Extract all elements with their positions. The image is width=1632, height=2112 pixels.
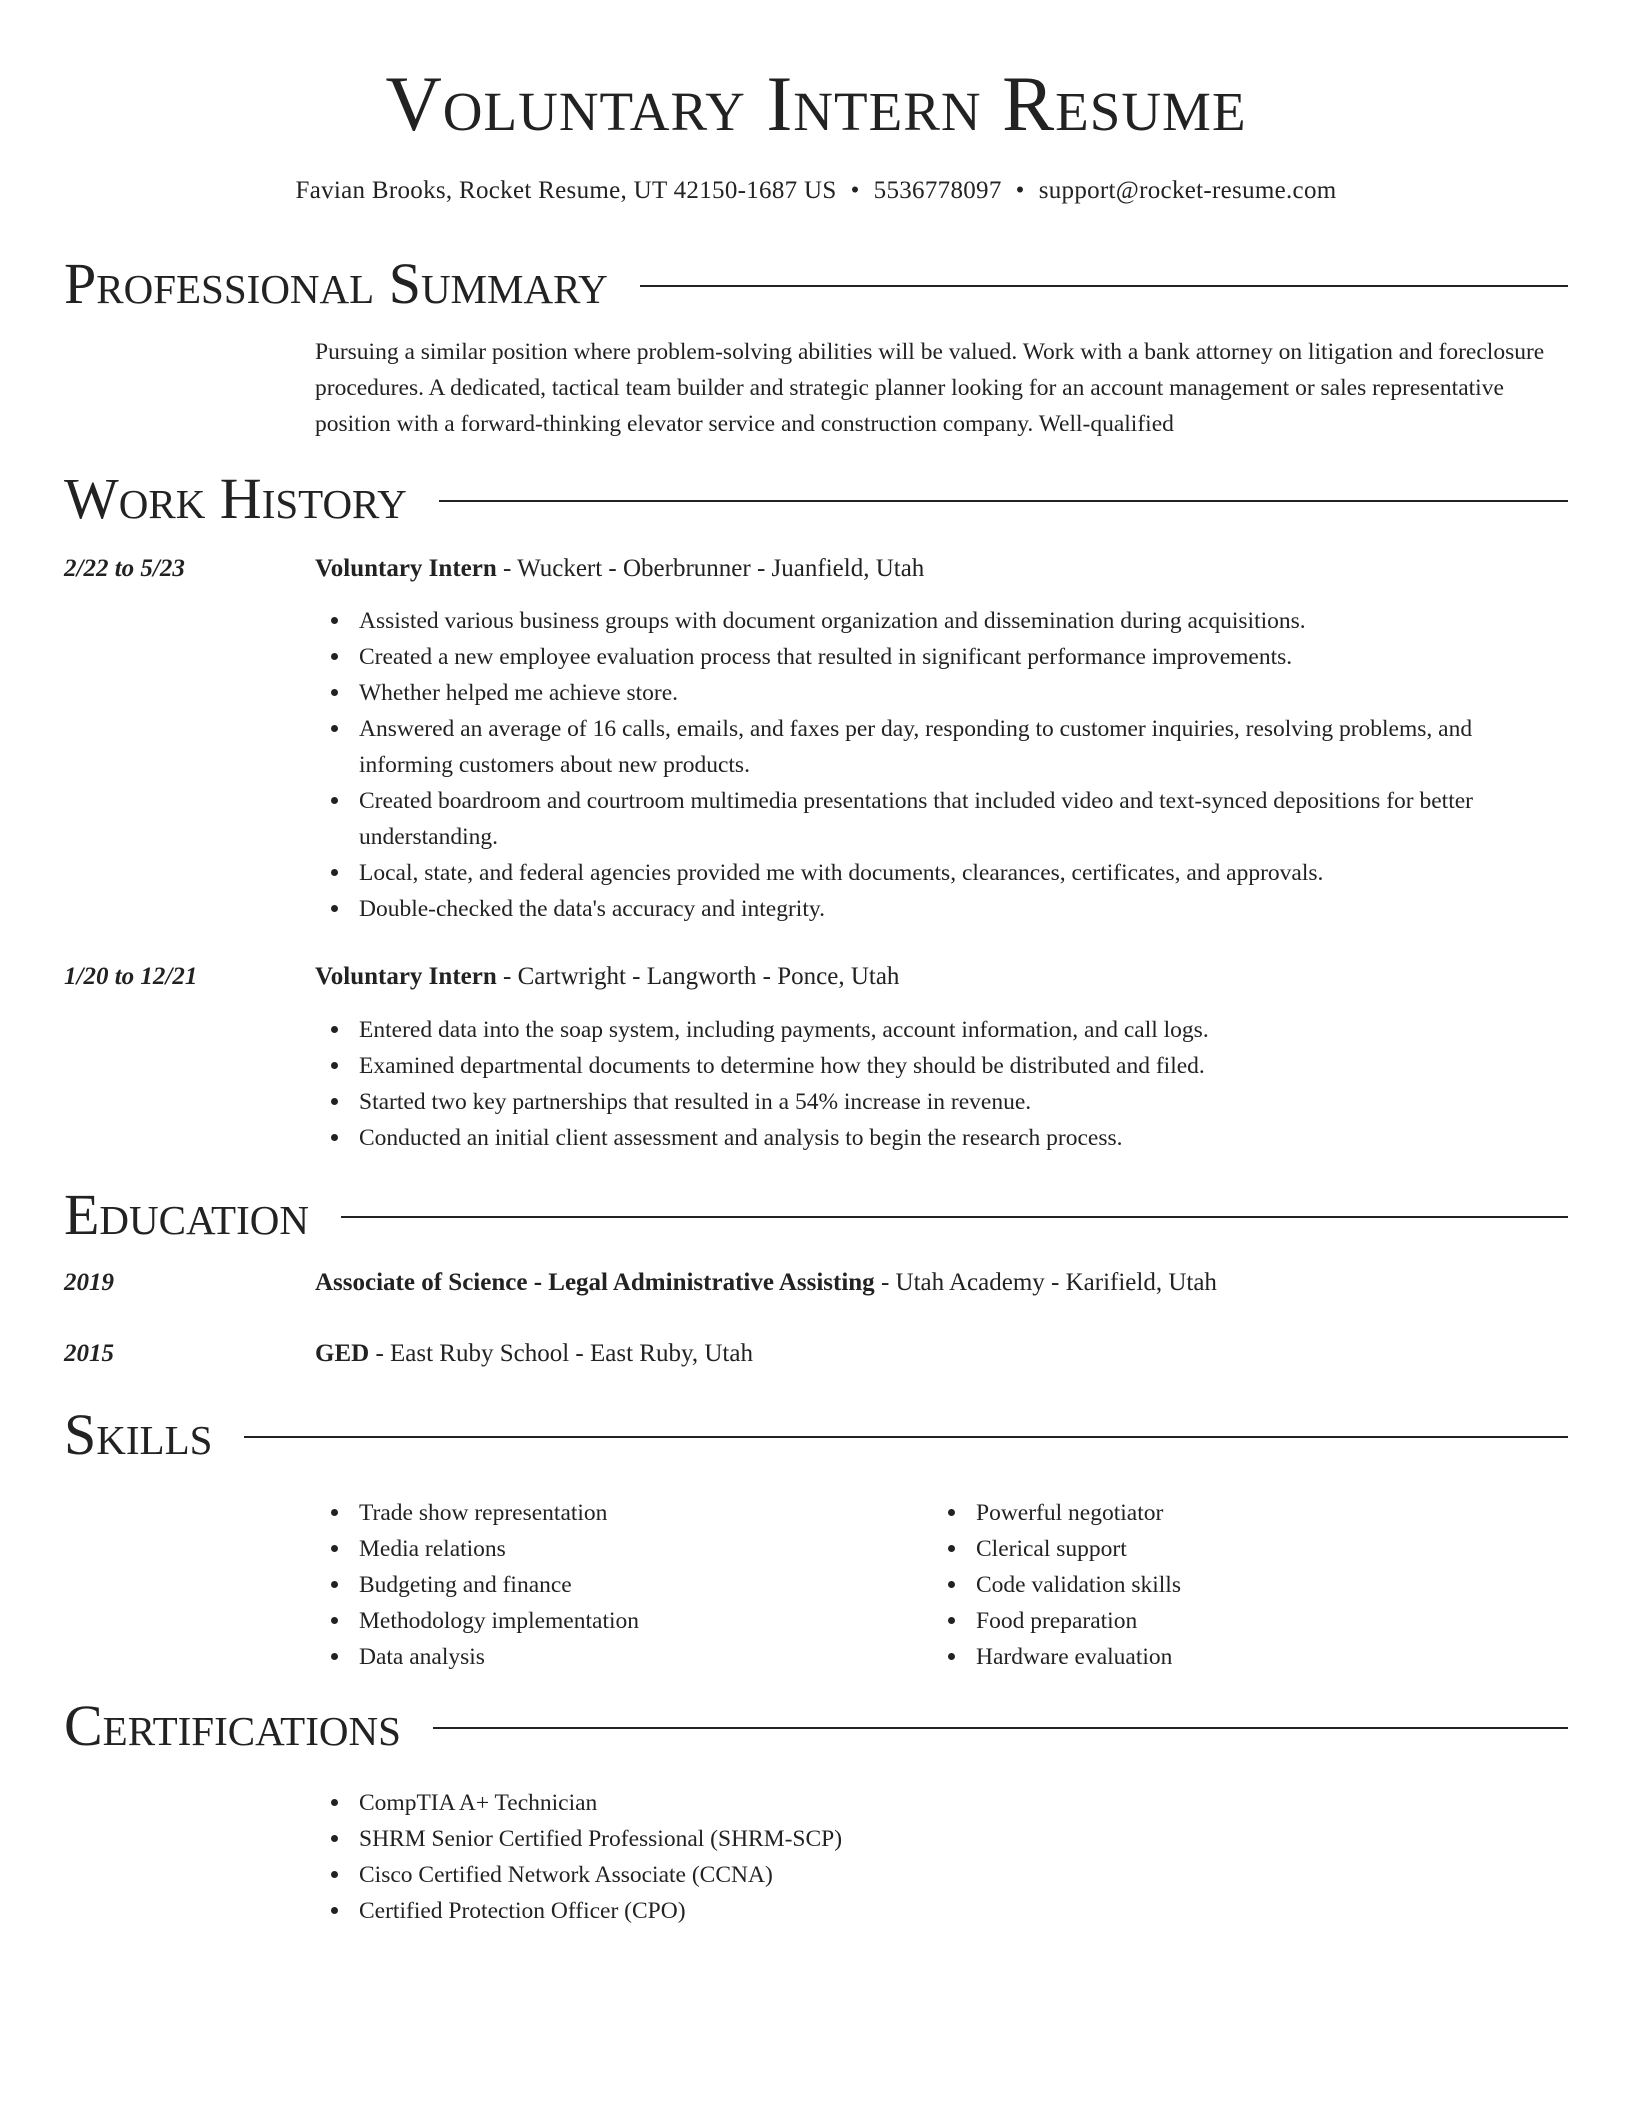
- bullet-icon: [331, 1617, 338, 1624]
- list-item: [315, 1639, 915, 1675]
- section-heading: Work History: [64, 466, 407, 531]
- bullet-icon: [331, 1098, 338, 1105]
- list-item: [315, 1495, 915, 1531]
- education-degree: GED: [315, 1340, 370, 1367]
- bullet-icon: [331, 1509, 338, 1516]
- skill-text: Media relations: [359, 1536, 506, 1562]
- job-title: Voluntary Intern: [315, 963, 497, 990]
- section-skills: [64, 1403, 1568, 1467]
- list-item: [315, 1603, 915, 1639]
- certifications-list: [315, 1785, 1568, 1929]
- list-item: [315, 783, 1568, 855]
- section-certifications: [64, 1694, 1568, 1758]
- contact-address: Favian Brooks, Rocket Resume, UT 42150-1687 US: [295, 177, 837, 204]
- certification-text: CompTIA A+ Technician: [359, 1790, 598, 1816]
- section-header: [64, 1183, 1568, 1247]
- bullet-icon: [331, 1835, 338, 1842]
- section-divider: [439, 500, 1568, 502]
- bullet-icon: [331, 1799, 338, 1806]
- education-year: 2015: [64, 1340, 114, 1367]
- bullet-icon: [331, 725, 338, 732]
- contact-line: [64, 174, 1568, 208]
- summary-body: [315, 334, 1568, 442]
- skill-text: Budgeting and finance: [359, 1572, 572, 1598]
- contact-separator: •: [1015, 177, 1025, 204]
- list-item: [315, 1785, 1568, 1821]
- skills-left-column: [315, 1495, 915, 1675]
- list-item: [315, 1120, 1568, 1156]
- bullet-icon: [948, 1509, 955, 1516]
- skill-text: Data analysis: [359, 1644, 485, 1670]
- bullet-text: Created boardroom and courtroom multimedia presentations that included video and text-synced depositions for better understanding.: [359, 788, 1473, 850]
- education-degree: Associate of Science - Legal Administrative Assisting: [315, 1269, 875, 1296]
- skill-text: Methodology implementation: [359, 1608, 640, 1634]
- bullet-icon: [331, 1062, 338, 1069]
- bullet-icon: [331, 1653, 338, 1660]
- bullet-icon: [331, 797, 338, 804]
- job-dates: 1/20 to 12/21: [64, 963, 198, 990]
- bullet-text: Assisted various business groups with document organization and dissemination during acquisitions.: [359, 608, 1306, 634]
- bullet-text: Conducted an initial client assessment and analysis to begin the research process.: [359, 1125, 1123, 1151]
- section-header: [64, 467, 1568, 531]
- education-details: - East Ruby School - East Ruby, Utah: [369, 1340, 753, 1367]
- bullet-icon: [948, 1653, 955, 1660]
- job-details: - Wuckert - Oberbrunner - Juanfield, Utah: [496, 555, 925, 582]
- list-item: [315, 855, 1568, 891]
- job-details: - Cartwright - Langworth - Ponce, Utah: [496, 963, 900, 990]
- section-heading: Skills: [64, 1402, 213, 1467]
- section-divider: [244, 1436, 1568, 1438]
- bullet-icon: [331, 689, 338, 696]
- list-item: [315, 1084, 1568, 1120]
- job-heading: [315, 552, 924, 586]
- bullet-text: Examined departmental documents to determine how they should be distributed and filed.: [359, 1053, 1205, 1079]
- list-item: [315, 1048, 1568, 1084]
- job-title: Voluntary Intern: [315, 555, 497, 582]
- list-item: [315, 1821, 1568, 1857]
- bullet-icon: [948, 1581, 955, 1588]
- skill-text: Hardware evaluation: [976, 1644, 1173, 1670]
- job-dates: 2/22 to 5/23: [64, 555, 185, 582]
- skill-text: Trade show representation: [359, 1500, 608, 1526]
- list-item: [315, 1012, 1568, 1048]
- list-item: [932, 1639, 1532, 1675]
- list-item: [315, 639, 1568, 675]
- skills-right-column: [932, 1495, 1532, 1675]
- bullet-text: Whether helped me achieve store.: [359, 680, 679, 706]
- certification-text: SHRM Senior Certified Professional (SHRM-SCP): [359, 1826, 843, 1852]
- job-heading: [315, 960, 899, 994]
- bullet-icon: [331, 653, 338, 660]
- bullet-icon: [331, 1134, 338, 1141]
- section-heading: Certifications: [64, 1693, 401, 1758]
- bullet-icon: [331, 1871, 338, 1878]
- section-professional-summary: [64, 252, 1568, 316]
- list-item: [315, 1567, 915, 1603]
- contact-phone: 5536778097: [873, 177, 1002, 204]
- section-education: [64, 1183, 1568, 1247]
- job-bullets: [315, 1012, 1568, 1156]
- education-details: - Utah Academy - Karifield, Utah: [874, 1269, 1217, 1296]
- bullet-icon: [331, 905, 338, 912]
- list-item: [932, 1531, 1532, 1567]
- section-divider: [341, 1216, 1568, 1218]
- bullet-icon: [948, 1617, 955, 1624]
- skill-text: Food preparation: [976, 1608, 1138, 1634]
- skill-text: Code validation skills: [976, 1572, 1181, 1598]
- list-item: [315, 675, 1568, 711]
- list-item: [315, 603, 1568, 639]
- section-divider: [640, 285, 1568, 287]
- list-item: [315, 711, 1568, 783]
- certification-text: Certified Protection Officer (CPO): [359, 1898, 686, 1924]
- bullet-text: Answered an average of 16 calls, emails, and faxes per day, responding to customer inquiries, resolving problems, and informing customers about new products.: [359, 716, 1473, 778]
- section-header: [64, 1694, 1568, 1758]
- list-item: [315, 891, 1568, 927]
- bullet-text: Entered data into the soap system, including payments, account information, and call logs.: [359, 1017, 1209, 1043]
- bullet-icon: [331, 617, 338, 624]
- education-year: 2019: [64, 1269, 114, 1296]
- contact-email[interactable]: support@rocket-resume.com: [1038, 177, 1337, 204]
- section-heading: Professional Summary: [64, 251, 608, 316]
- bullet-icon: [331, 1907, 338, 1914]
- list-item: [932, 1603, 1532, 1639]
- list-item: [315, 1531, 915, 1567]
- resume-title: Voluntary Intern Resume: [385, 60, 1247, 147]
- section-work-history: [64, 467, 1568, 531]
- section-header: [64, 1403, 1568, 1467]
- section-divider: [433, 1727, 1568, 1729]
- bullet-text: Local, state, and federal agencies provided me with documents, clearances, certificates, and approvals.: [359, 860, 1324, 886]
- bullet-icon: [331, 1545, 338, 1552]
- list-item: [315, 1857, 1568, 1893]
- bullet-icon: [331, 1026, 338, 1033]
- education-heading: [315, 1266, 1217, 1300]
- bullet-icon: [331, 869, 338, 876]
- list-item: [315, 1893, 1568, 1929]
- education-heading: [315, 1337, 753, 1371]
- summary-text: Pursuing a similar position where problem-solving abilities will be valued. Work with a bank attorney on litigation and foreclosure procedures. A dedicated, tactical team builder and strategic planner looking for an account management or sales representative position with a forward-thinking elevator service and construction company. Well-qualified: [315, 339, 1545, 437]
- bullet-text: Started two key partnerships that resulted in a 54% increase in revenue.: [359, 1089, 1032, 1115]
- list-item: [932, 1567, 1532, 1603]
- list-item: [932, 1495, 1532, 1531]
- bullet-text: Created a new employee evaluation process that resulted in significant performance improvements.: [359, 644, 1293, 670]
- section-header: [64, 252, 1568, 316]
- certification-text: Cisco Certified Network Associate (CCNA): [359, 1862, 773, 1888]
- job-bullets: [315, 603, 1568, 927]
- bullet-icon: [331, 1581, 338, 1588]
- bullet-icon: [948, 1545, 955, 1552]
- bullet-text: Double-checked the data's accuracy and integrity.: [359, 896, 825, 922]
- skill-text: Powerful negotiator: [976, 1500, 1164, 1526]
- section-heading: Education: [64, 1182, 309, 1247]
- skill-text: Clerical support: [976, 1536, 1127, 1562]
- contact-separator: •: [850, 177, 860, 204]
